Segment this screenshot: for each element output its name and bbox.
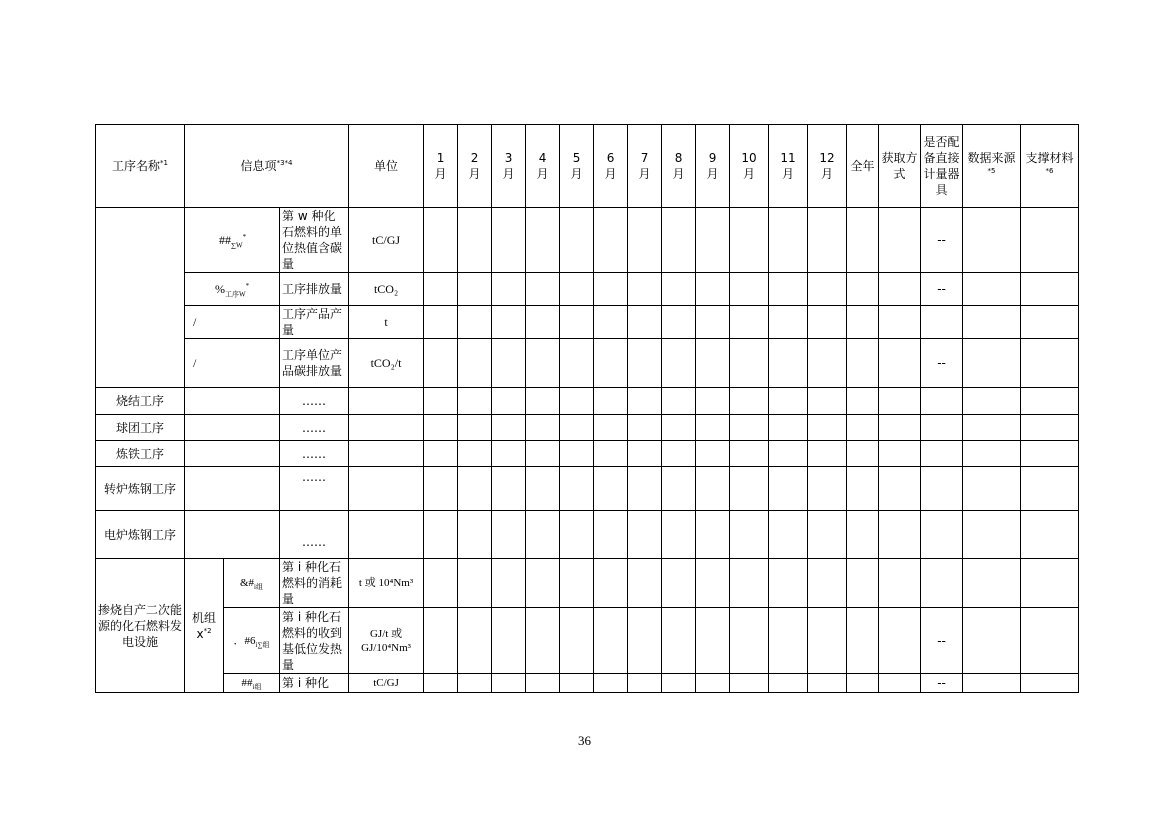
header-month: 8 月: [662, 125, 696, 208]
meter-cell: --: [921, 674, 963, 693]
symbol-cell: $\#\#_{i组}$: [224, 674, 280, 693]
process-name: 电炉炼钢工序: [96, 511, 185, 559]
meter-cell: --: [921, 339, 963, 388]
table-row: [96, 306, 1079, 339]
meter-cell: [921, 306, 963, 339]
process-name: 球团工序: [96, 415, 185, 441]
header-row: [96, 125, 1079, 208]
info-ellipsis: ……: [280, 441, 349, 467]
symbol-cell: $\#\#_{\sum W}^*$: [185, 208, 280, 273]
info-desc: 工序排放量: [280, 273, 349, 306]
emission-data-table: [95, 124, 1079, 693]
header-month: 2 月: [458, 125, 492, 208]
header-month: 12 月: [808, 125, 847, 208]
symbol-cell: $\%_{工序W}^*$: [185, 273, 280, 306]
process-row: [96, 511, 1079, 559]
header-month: 7 月: [628, 125, 662, 208]
info-ellipsis: ……: [280, 467, 349, 511]
page-number: 36: [578, 733, 591, 748]
facility-name: 掺烧自产二次能源的化石燃料发电设施: [96, 559, 185, 693]
info-ellipsis: ……: [280, 511, 349, 559]
process-name-cell: [96, 208, 185, 388]
header-year: 全年: [847, 125, 879, 208]
header-month: 5 月: [560, 125, 594, 208]
info-ellipsis: ……: [280, 415, 349, 441]
info-desc: 第 i 种化石燃料的收到基低位发热量: [280, 608, 349, 674]
info-desc: 第 i 种化: [280, 674, 349, 693]
table-row: [96, 339, 1079, 388]
meter-cell: --: [921, 273, 963, 306]
unit-cell: t 或 10⁴Nm³: [349, 559, 424, 608]
header-method: 获取方式: [879, 125, 921, 208]
info-desc: 工序单位产品碳排放量: [280, 339, 349, 388]
info-desc: 工序产品产量: [280, 306, 349, 339]
process-row: [96, 415, 1079, 441]
facility-row: [96, 674, 1079, 693]
meter-cell: --: [921, 608, 963, 674]
info-ellipsis: ……: [280, 388, 349, 415]
header-month: 4 月: [526, 125, 560, 208]
symbol-cell: /: [185, 339, 280, 388]
table-row: [96, 273, 1079, 306]
header-support: 支撑材料$^{*6}$: [1021, 125, 1079, 208]
unit-cell: GJ/t 或 GJ/10⁴Nm³: [349, 608, 424, 674]
header-month: 11 月: [769, 125, 808, 208]
process-name: 炼铁工序: [96, 441, 185, 467]
header-month: 6 月: [594, 125, 628, 208]
header-meter: 是否配备直接计量器具: [921, 125, 963, 208]
unit-cell: tC/GJ: [349, 208, 424, 273]
header-month: 1 月: [424, 125, 458, 208]
unit-cell: t: [349, 306, 424, 339]
process-name: 转炉炼钢工序: [96, 467, 185, 511]
unit-cell: tCO₂: [349, 273, 424, 306]
header-unit: 单位: [349, 125, 424, 208]
meter-cell: --: [921, 208, 963, 273]
unit-group: 机组$x^{*2}$: [185, 559, 224, 693]
process-name: 烧结工序: [96, 388, 185, 415]
header-process: 工序名称$^{*1}$: [96, 125, 185, 208]
header-month: 10 月: [730, 125, 769, 208]
unit-cell: tC/GJ: [349, 674, 424, 693]
header-info: 信息项$^{*3*4}$: [185, 125, 349, 208]
process-row: [96, 441, 1079, 467]
unit-cell: tCO₂/t: [349, 339, 424, 388]
symbol-cell: $\&\#_{i组}$: [224, 559, 280, 608]
process-row: [96, 388, 1079, 415]
process-row: [96, 467, 1079, 511]
info-desc: 第 w 种化石燃料的单位热值含碳量: [280, 208, 349, 273]
symbol-cell: ．$\#6_{i\sum 组}$: [224, 608, 280, 674]
facility-row: [96, 559, 1079, 608]
symbol-cell: /: [185, 306, 280, 339]
header-month: 9 月: [696, 125, 730, 208]
header-source: 数据来源$^{*5}$: [963, 125, 1021, 208]
header-month: 3 月: [492, 125, 526, 208]
meter-cell: [921, 559, 963, 608]
table-row: [96, 208, 1079, 273]
info-desc: 第 i 种化石燃料的消耗量: [280, 559, 349, 608]
facility-row: [96, 608, 1079, 674]
